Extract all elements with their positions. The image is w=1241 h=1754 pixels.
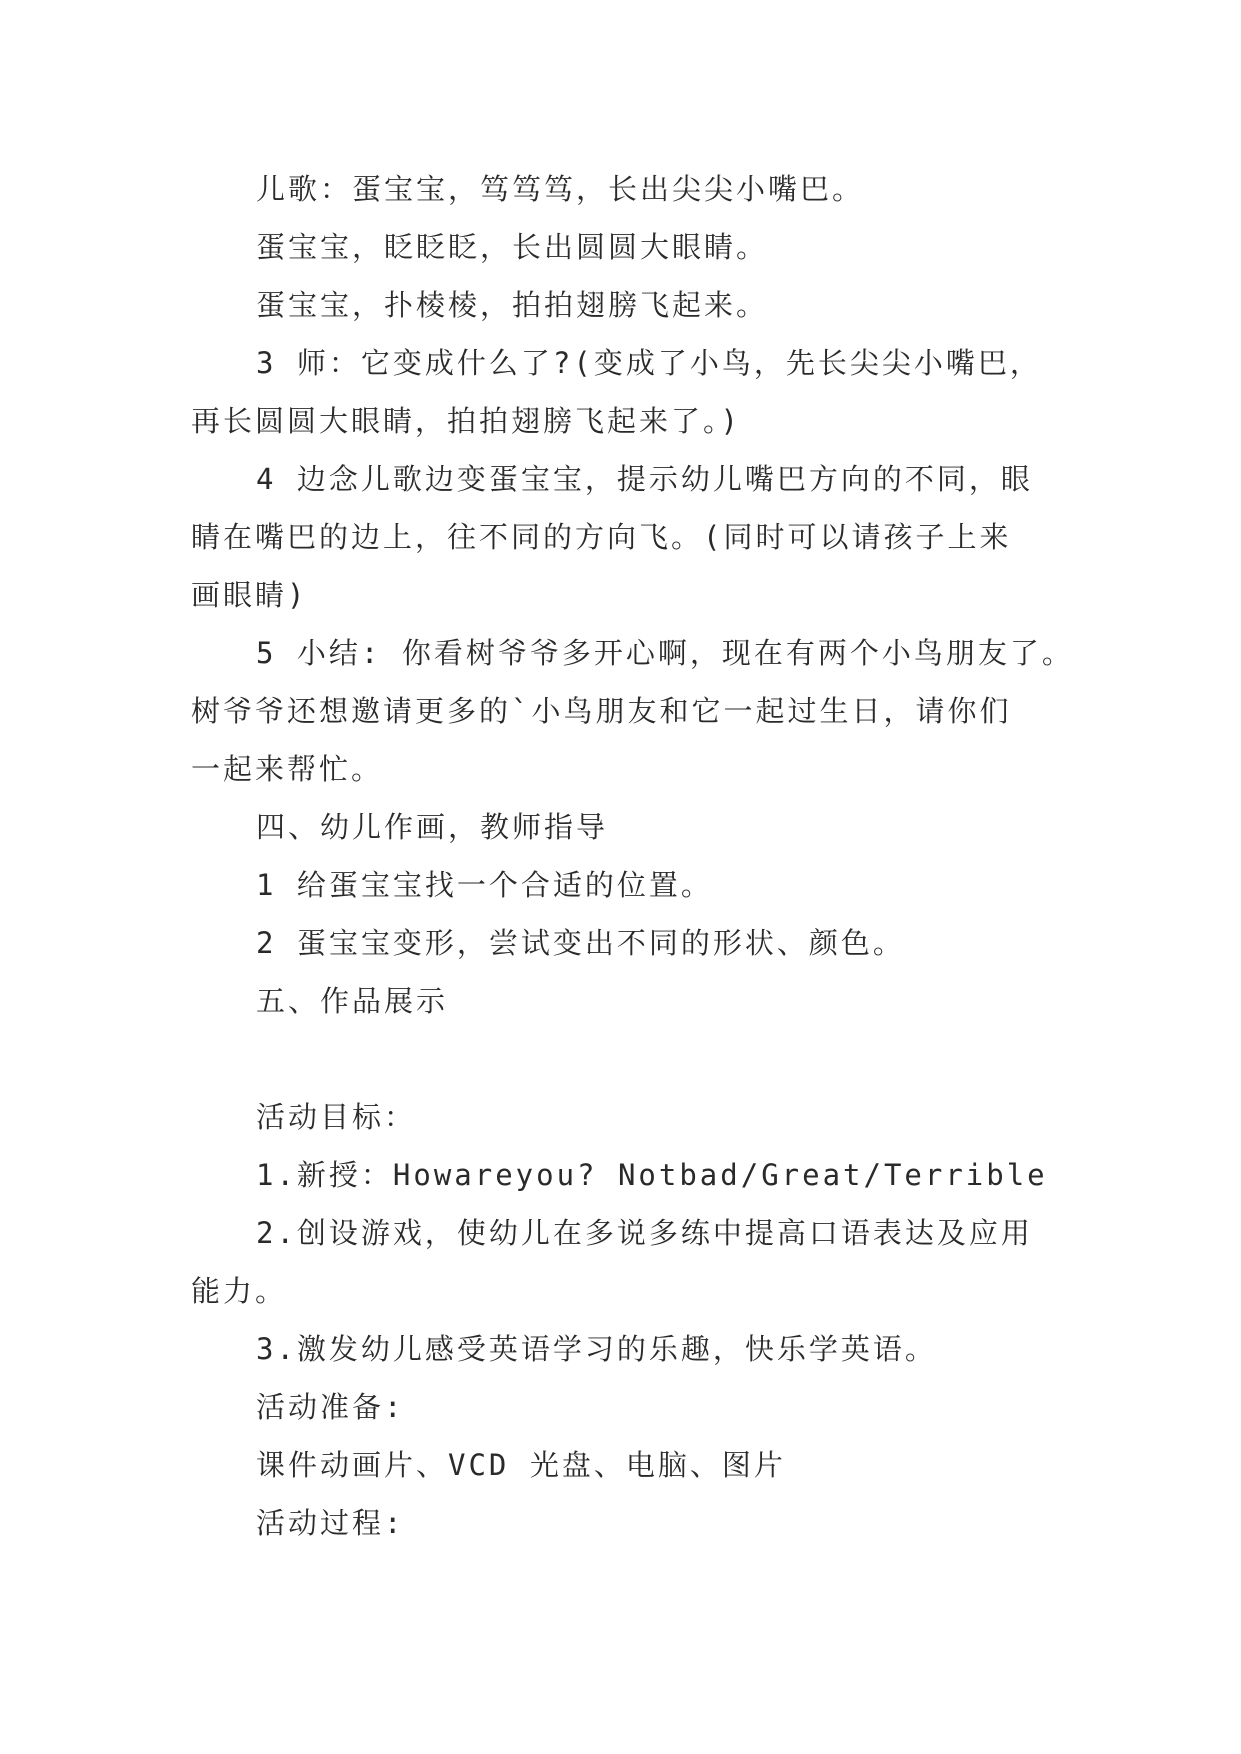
paragraph-line: 5 小结: 你看树爷爷多开心啊，现在有两个小鸟朋友了。 (256, 636, 1074, 670)
document-body (191, 160, 1074, 1552)
paragraph-line: 1 给蛋宝宝找一个合适的位置。 (256, 868, 713, 902)
paragraph-line: 蛋宝宝，眨眨眨，长出圆圆大眼睛。 (256, 230, 769, 264)
paragraph-line: 2.创设游戏，使幼儿在多说多练中提高口语表达及应用 (256, 1216, 1033, 1250)
paragraph-line: 2 蛋宝宝变形，尝试变出不同的形状、颜色。 (256, 926, 905, 960)
paragraph-line: 树爷爷还想邀请更多的`小鸟朋友和它一起过生日，请你们 (191, 694, 1012, 728)
section-heading: 活动准备: (256, 1390, 405, 1424)
paragraph-line: 睛在嘴巴的边上，往不同的方向飞。(同时可以请孩子上来 (191, 520, 1012, 554)
paragraph-gap (191, 1030, 1071, 1088)
section-heading: 四、幼儿作画，教师指导 (256, 810, 609, 844)
paragraph-line: 3 师：它变成什么了?(变成了小鸟，先长尖尖小嘴巴， (256, 346, 1042, 380)
paragraph-line: 能力。 (191, 1274, 288, 1308)
paragraph-line: 课件动画片、VCD 光盘、电脑、图片 (256, 1448, 786, 1482)
paragraph-line: 1.新授：Howareyou? Notbad/Great/Terrible (256, 1158, 1048, 1192)
section-heading: 五、作品展示 (256, 984, 449, 1018)
section-heading: 活动过程: (256, 1506, 405, 1540)
paragraph-line: 画眼睛) (191, 578, 308, 612)
paragraph-line: 蛋宝宝，扑棱棱，拍拍翅膀飞起来。 (256, 288, 769, 322)
paragraph-line: 一起来帮忙。 (191, 752, 384, 786)
paragraph-line: 儿歌：蛋宝宝，笃笃笃，长出尖尖小嘴巴。 (256, 172, 865, 206)
paragraph-line: 4 边念儿歌边变蛋宝宝，提示幼儿嘴巴方向的不同，眼 (256, 462, 1033, 496)
paragraph-line: 3.激发幼儿感受英语学习的乐趣，快乐学英语。 (256, 1332, 937, 1366)
section-heading: 活动目标： (256, 1100, 417, 1134)
paragraph-line: 再长圆圆大眼睛，拍拍翅膀飞起来了。) (191, 404, 741, 438)
